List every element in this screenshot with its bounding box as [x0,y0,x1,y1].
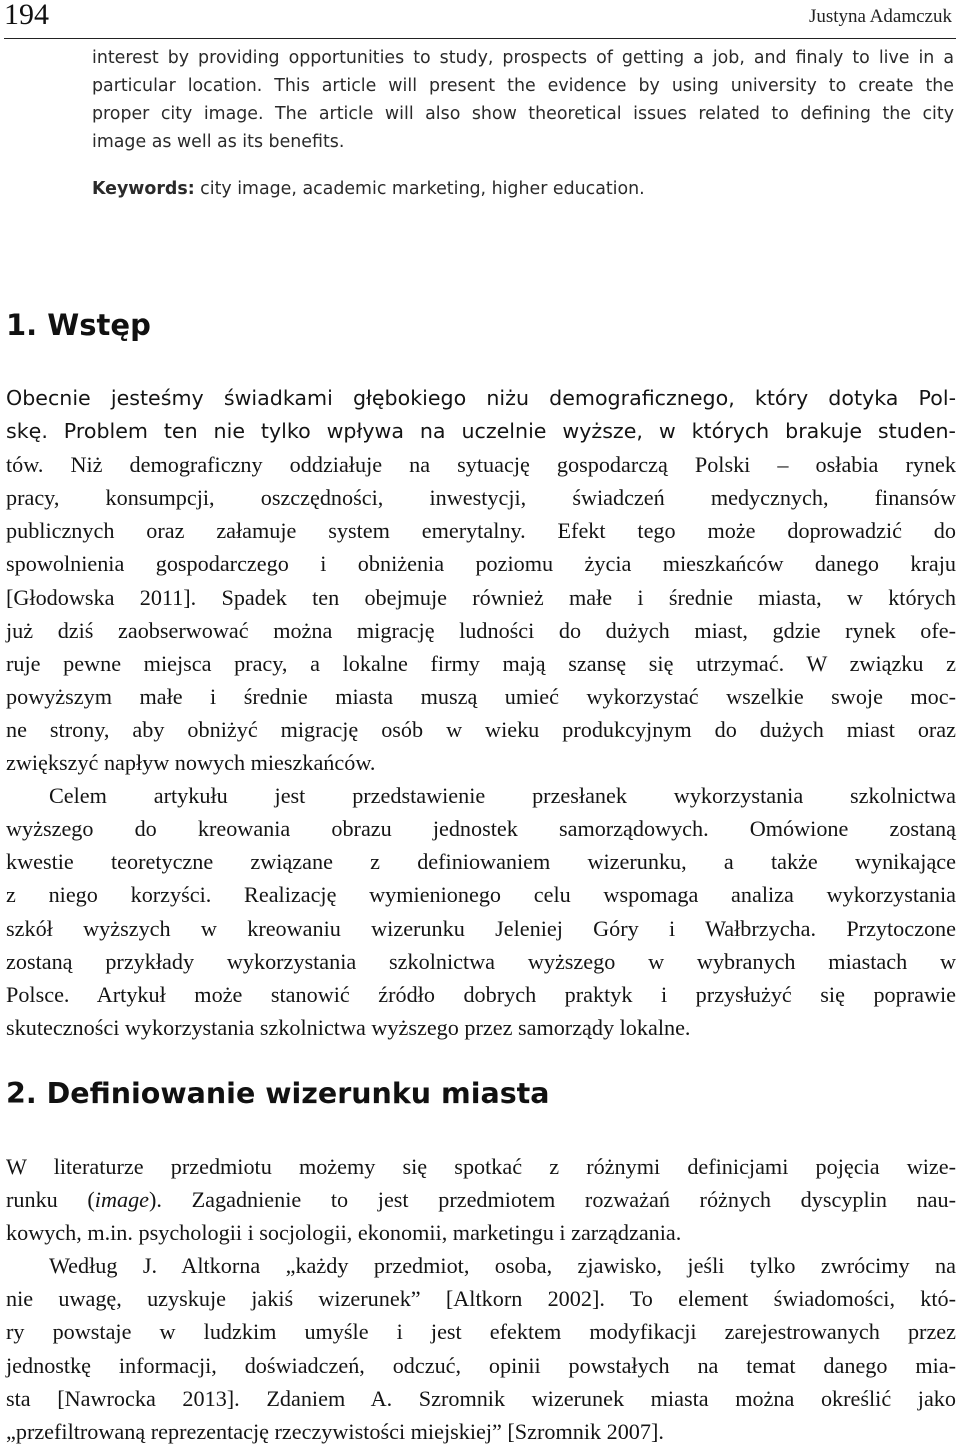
paragraph-line: Celem artykułu jest przedstawienie przesłanek wykorzystania szkolnictwa [49,783,956,809]
paragraph-line: sta [Nawrocka 2013]. Zdaniem A. Szromnik wizerunek miasta można określić jako [6,1385,956,1411]
paragraph-line: pracy, konsumpcji, oszczędności, inwestycji, świadczeń medycznych, finansów [6,485,956,511]
paragraph-line: kowych, m.in. psychologii i socjologii, ekonomii, marketingu i zarządzania. [6,1220,682,1246]
abstract-line: proper city image. The article will also show theoretical issues related to defining the city [92,104,954,124]
section-defining-city-image-body [6,1150,956,1448]
page-header [4,0,956,39]
paragraph-line: kwestie teoretyczne związane z definiowaniem wizerunku, a także wynikające [6,849,956,875]
text-run: runku ( [6,1187,95,1213]
paragraph-line: ne strony, aby obniżyć migrację osób w wieku produkcyjnym do dużych miast oraz [6,716,956,742]
text-run: ). Zagadnienie to jest przedmiotem rozważań różnych dyscyplin nau- [149,1187,956,1213]
keywords-text: city image, academic marketing, higher education. [194,179,645,199]
section-introduction-body [6,382,956,1044]
paragraph-line: skuteczności wykorzystania szkolnictwa wyższego przez samorządy lokalne. [6,1014,691,1040]
paragraph-line: jednostkę informacji, doświadczeń, odczuć, opinii powstałych na temat danego mia- [6,1352,956,1378]
paragraph-line: szkół wyższych w kreowaniu wizerunku Jeleniej Góry i Wałbrzycha. Przytoczone [6,915,956,941]
keywords [92,175,954,203]
paragraph-line: z niego korzyści. Realizację wymienionego celu wspomaga analiza wykorzystania [6,882,956,908]
paragraph-line: wyższego do kreowania obrazu jednostek samorządowych. Omówione zostaną [6,816,956,842]
abstract-line: image as well as its benefits. [92,132,345,152]
paragraph-line: Polsce. Artykuł może stanowić źródło dobrych praktyk i przysłużyć się poprawie [6,981,956,1007]
paragraph-line: Według J. Altkorna „każdy przedmiot, osoba, zjawisko, jeśli tylko zwrócimy na [49,1253,956,1279]
paragraph-line: Obecnie jesteśmy świadkami głębokiego niżu demograficznego, który dotyka Pol- [6,386,956,410]
paragraph-line: [Głodowska 2011]. Spadek ten obejmuje również małe i średnie miasta, w których [6,584,956,610]
paragraph-line: W literaturze przedmiotu możemy się spotkać z różnymi definicjami pojęcia wize- [6,1154,956,1179]
keywords-label: Keywords: [92,179,195,199]
abstract-line: interest by providing opportunities to study, prospects of getting a job, and finaly to live in a [92,48,954,68]
paragraph-line: zostaną przykłady wykorzystania szkolnictwa wyższego w wybranych miastach w [6,948,956,974]
italic-term: image [94,1187,150,1213]
paragraph-line: ry powstaje w ludzkim umyśle i jest efektem modyfikacji zarejestrowanych przez [6,1319,956,1345]
page-number: 194 [4,0,49,31]
section-heading-introduction: 1. Wstęp [6,308,151,342]
running-head-author: Justyna Adamczuk [808,6,952,27]
paragraph-line: spowolnienia gospodarczego i obniżenia poziomu życia mieszkańców danego kraju [6,551,956,577]
paragraph-line: zwiększyć napływ nowych mieszkańców. [6,750,376,776]
paragraph-line: ruje pewne miejsca pracy, a lokalne firmy mają szansę się utrzymać. W związku z [6,650,956,676]
paragraph-line: tów. Niż demograficzny oddziałuje na sytuację gospodarczą Polski – osłabia rynek [6,452,956,478]
paragraph-line: już dziś zaobserwować można migrację ludności do dużych miast, gdzie rynek ofe- [6,617,956,643]
abstract-line: particular location. This article will present the evidence by using university to create the [92,76,954,96]
section-heading-defining-city-image: 2. Definiowanie wizerunku miasta [6,1077,550,1110]
abstract-block [92,44,954,203]
paragraph-line: „przefiltrowaną reprezentację rzeczywistości miejskiej” [Szromnik 2007]. [6,1418,664,1444]
paragraph-line: skę. Problem ten nie tylko wpływa na uczelnie wyższe, w których brakuje studen- [6,419,956,444]
paragraph-line [6,1183,956,1216]
paragraph-line: publicznych oraz załamuje system emerytalny. Efekt tego może doprowadzić do [6,518,956,544]
paragraph-line: nie uwagę, uzyskuje jakiś wizerunek” [Altkorn 2002]. To element świadomości, któ- [6,1286,956,1312]
paragraph-line: powyższym małe i średnie miasta muszą umieć wykorzystać wszelkie swoje moc- [6,683,956,709]
